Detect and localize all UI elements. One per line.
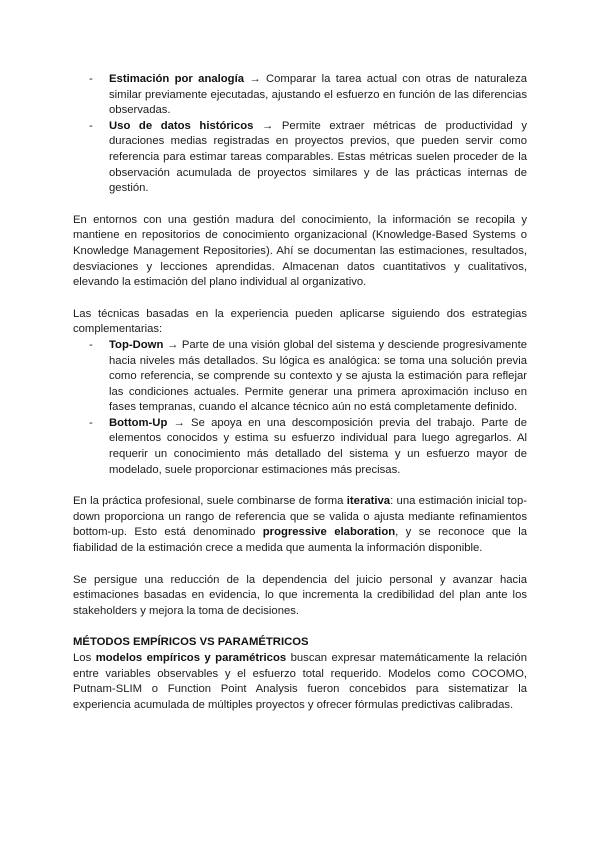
item-text: → Parte de una visión global del sistema y desciende progresivamente hacia niveles más detallados. Su lógica es analógica: se toma una solución previa como referencia, se comprende su contexto y se ajusta la estimación para reflejar las condiciones actuales. Permite generar una primera aproximación incluso en fases tempranas, cuando el alcance técnico aún no está completamente definido. bbox=[109, 338, 527, 414]
emphasis-iterativa: iterativa bbox=[346, 495, 391, 508]
text-run: buscan expresar matemáticamente la relación entre variables observables y el esfuerzo total requerido. Modelos como COCOMO, Putnam-SLIM o Function Point Analysis fueron concebidos para sistematizar la experiencia acumulada de múltiples proyectos y ofrecer fórmulas predictivas calibradas. bbox=[73, 652, 527, 711]
paragraph-strategies: Las técnicas basadas en la experiencia pueden aplicarse siguiendo dos estrategias complementarias: bbox=[73, 307, 527, 336]
list-item bbox=[73, 119, 527, 197]
list-item bbox=[73, 338, 527, 416]
paragraph-evidence: Se persigue una reducción de la dependencia del juicio personal y avanzar hacia estimaciones basadas en evidencia, lo que incrementa la credibilidad del plan ante los stakeholders y mejora la toma de decisiones. bbox=[73, 573, 527, 617]
strategies-list bbox=[73, 338, 527, 478]
dash-bullet: - bbox=[89, 73, 93, 85]
dash-bullet: - bbox=[89, 338, 93, 351]
item-text: → Permite extraer métricas de productividad y duraciones medias registradas en proyectos previos, que pueden servir como referencia para estimar tareas comparables. Estas métricas suelen proceder de la observación acumulada de proyectos similares y de las prácticas internas de gestión. bbox=[109, 119, 527, 195]
emphasis-progressive-elaboration: progressive elaboration bbox=[262, 526, 396, 539]
emphasis-models: modelos empíricos y paramétricos bbox=[95, 652, 287, 664]
text-run: : una estimación inicial top-down proporciona un rango de referencia que se valida o ajusta mediante refinamientos bottom-up. Esto está denominado bbox=[73, 495, 527, 539]
text-run: Los bbox=[73, 652, 96, 664]
text-run: , y se reconoce que la fiabilidad de la estimación crece a medida que aumenta la información disponible. bbox=[73, 526, 527, 555]
list-item bbox=[73, 72, 527, 119]
item-term: Uso de datos históricos bbox=[109, 119, 254, 132]
dash-bullet: - bbox=[89, 416, 93, 429]
item-text: → Comparar la tarea actual con otras de naturaleza similar previamente ejecutadas, ajustando el esfuerzo en función de las diferencias observadas. bbox=[109, 73, 527, 117]
item-term: Top-Down bbox=[109, 338, 164, 351]
section-heading: MÉTODOS EMPÍRICOS VS PARAMÉTRICOS bbox=[73, 636, 309, 649]
paragraph-knowledge: En entornos con una gestión madura del conocimiento, la información se recopila y mantiene en repositorios de conocimiento organizacional (Knowledge-Based Systems o Knowledge Management Repositories). Ahí se documentan las estimaciones, resultados, desviaciones y lecciones aprendidas. Almacenan datos cuantitativos y cualitativos, elevando la estimación del plano individual al organizativo. bbox=[73, 213, 527, 289]
dash-bullet: - bbox=[89, 119, 93, 132]
page-content bbox=[73, 72, 527, 729]
list-item bbox=[73, 416, 527, 478]
item-text: → Se apoya en una descomposición previa del trabajo. Parte de elementos conocidos y estima su esfuerzo individual para luego agregarlos. Al requerir un conocimiento más detallado del sistema y un esfuerzo mayor de modelado, suele proporcionar estimaciones más precisas. bbox=[109, 416, 527, 476]
text-run: En la práctica profesional, suele combinarse de forma bbox=[73, 495, 347, 508]
paragraph-practice bbox=[73, 494, 527, 556]
item-term: Bottom-Up bbox=[109, 416, 168, 429]
item-term: Estimación por analogía bbox=[109, 73, 244, 85]
estimation-techniques-list bbox=[73, 72, 527, 197]
paragraph-models bbox=[73, 651, 527, 713]
